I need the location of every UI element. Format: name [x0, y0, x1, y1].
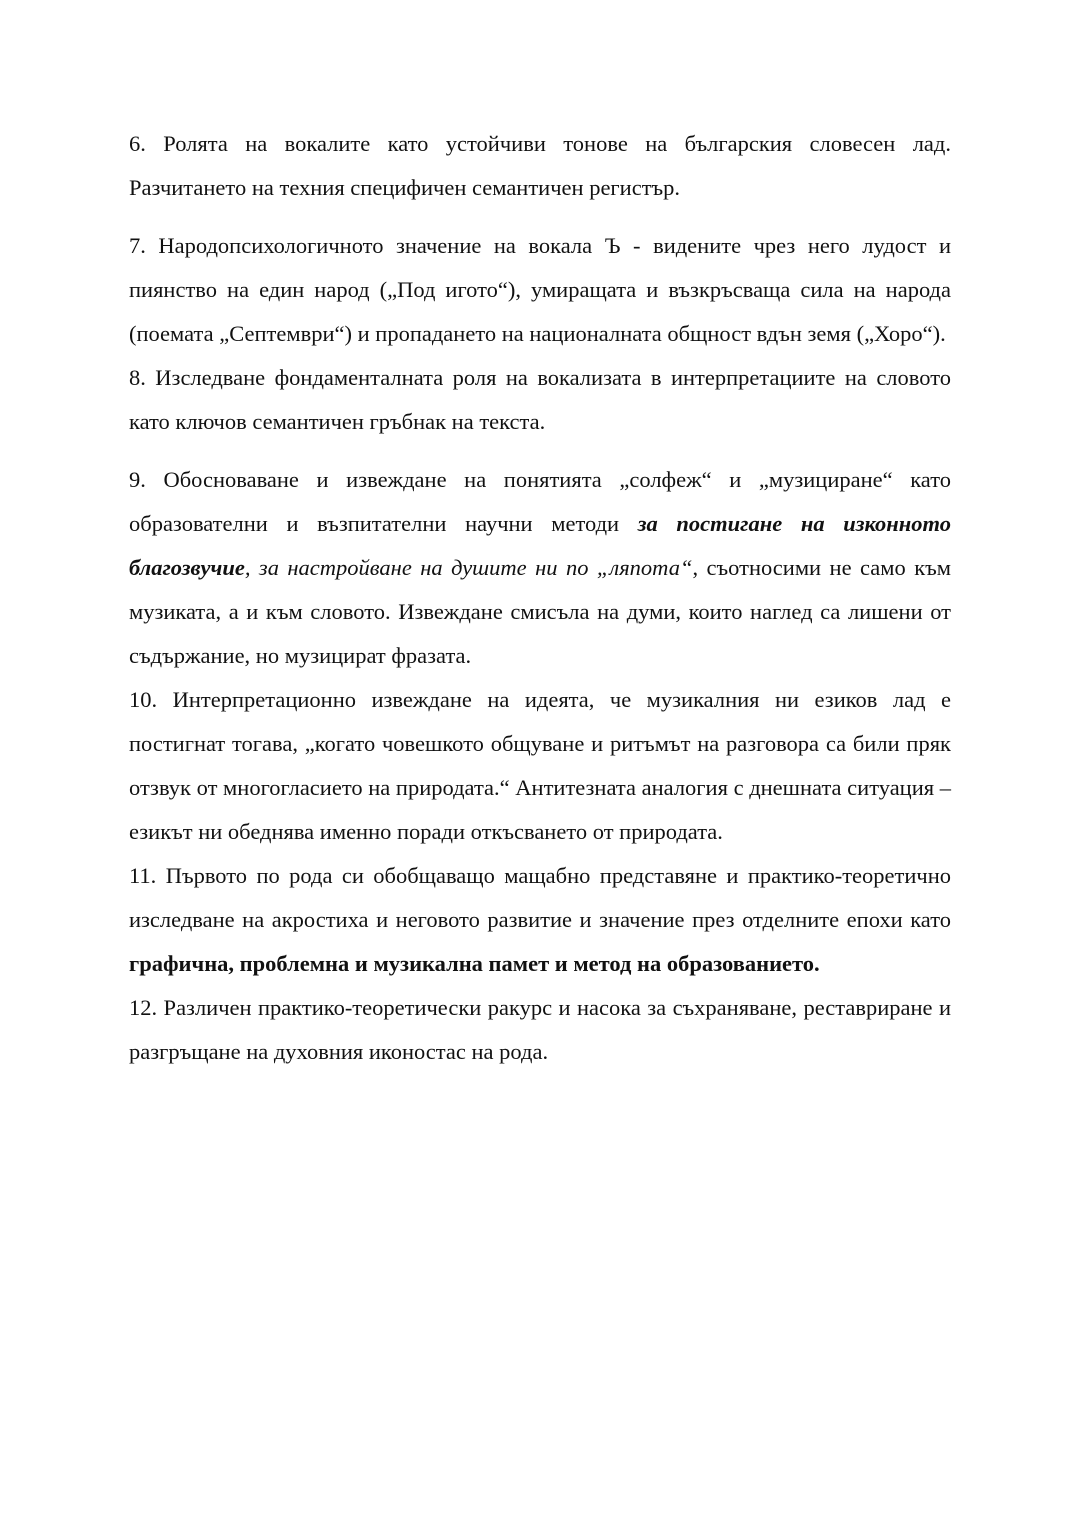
- document-page: [129, 122, 951, 1074]
- paragraph-11: [129, 854, 951, 986]
- paragraph-9-text-after: , съотносими не само към музиката, а и към словото. Извеждане смисъла на думи, които наглед са лишени от съдържание, но музицират фразата.: [129, 555, 951, 668]
- paragraph-11-text-before: 11. Първото по рода си обобщаващо мащабно представяне и практико-теоретично изследване на акростиха и неговото развитие и значение през отделните епохи като: [129, 863, 951, 932]
- paragraph-6: [129, 122, 951, 210]
- paragraph-6-text: 6. Ролята на вокалите като устойчиви тонове на българския словесен лад. Разчитането на техния специфичен семантичен регистър.: [129, 131, 951, 200]
- paragraph-9: [129, 458, 951, 678]
- paragraph-7: [129, 224, 951, 356]
- paragraph-7-text: 7. Народопсихологичното значение на вокала Ъ - видените чрез него лудост и пиянство на един народ („Под игото“), умиращата и възкръсваща сила на народа (поемата „Септември“) и пропадането на националната общност вдън земя („Хоро“).: [129, 233, 951, 346]
- paragraph-10: [129, 678, 951, 854]
- paragraph-8-text: 8. Изследване фондаменталната роля на вокализата в интерпретациите на словото като ключов семантичен гръбнак на текста.: [129, 365, 951, 434]
- paragraph-11-bold: графична, проблемна и музикална памет и метод на образованието.: [129, 951, 820, 976]
- paragraph-9-italic: , за настройване на душите ни по „ляпота“: [244, 555, 693, 580]
- paragraph-10-text: 10. Интерпретационно извеждане на идеята, че музикалния ни езиков лад е постигнат тогава, „когато човешкото общуване и ритъмът на разговора са били пряк отзвук от многогласието на природата.“ Антитезната аналогия с днешната ситуация – езикът ни обеднява именно поради откъсването от природата.: [129, 687, 951, 844]
- paragraph-12-text: 12. Различен практико-теоретически ракурс и насока за съхраняване, реставриране и разгръщане на духовния иконостас на рода.: [129, 995, 951, 1064]
- paragraph-9-bold-italic: за постигане на изконното благозвучие: [129, 511, 951, 580]
- paragraph-9-text-before: 9. Обосноваване и извеждане на понятията „солфеж“ и „музициране“ като образователни и възпитателни научни методи: [129, 467, 951, 536]
- paragraph-8: [129, 356, 951, 444]
- paragraph-12: [129, 986, 951, 1074]
